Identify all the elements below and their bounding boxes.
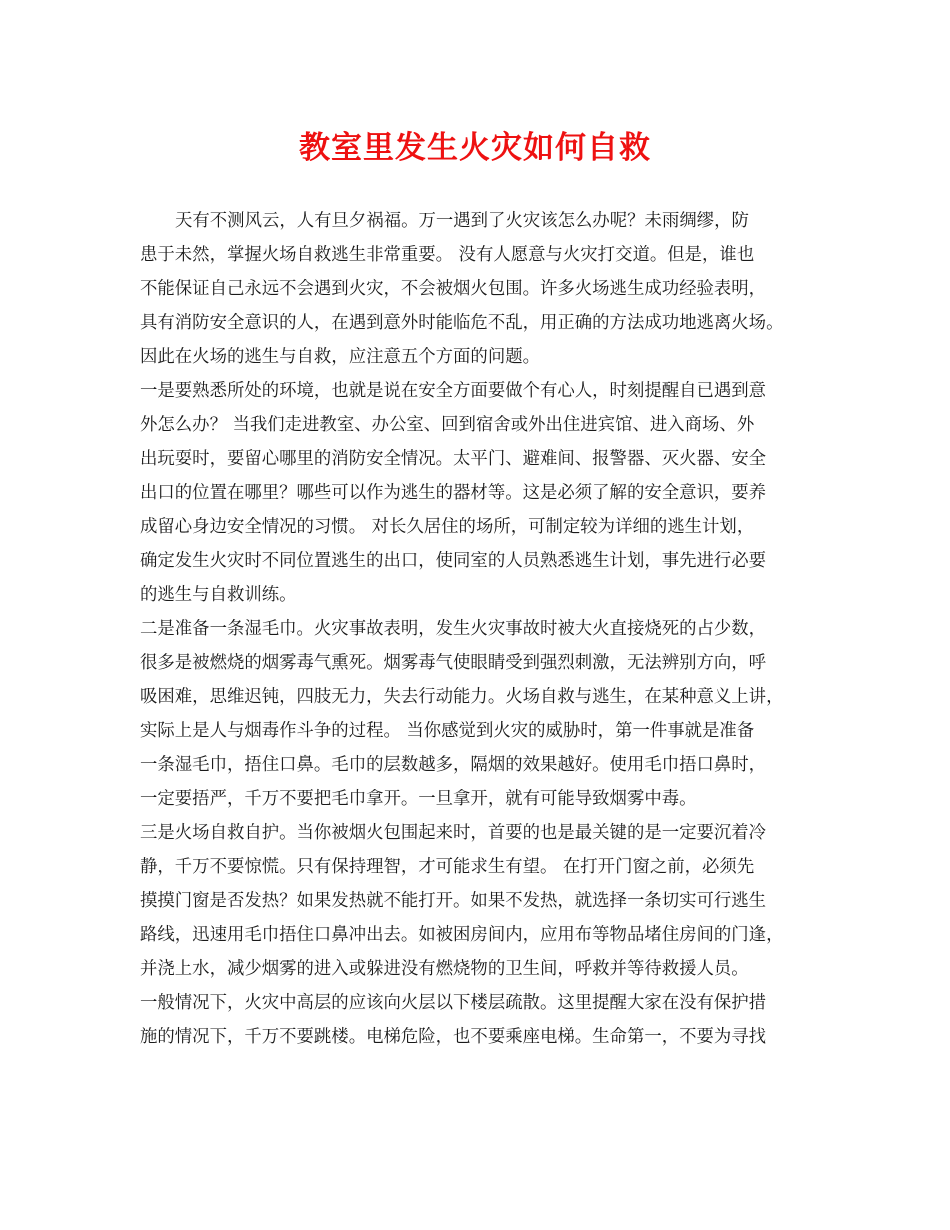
body-text-line: 一般情况下，火灾中高层的应该向火层以下楼层疏散。这里提醒大家在没有保护措 [140, 993, 767, 1013]
body-text-line: 确定发生火灾时不同位置逃生的出口，使同室的人员熟悉逃生计划，事先进行必要 [140, 551, 767, 571]
body-text-line: 外怎么办？ 当我们走进教室、办公室、回到宿舍或外出住进宾馆、进入商场、外 [140, 415, 755, 435]
body-text-line: 一条湿毛巾，捂住口鼻。毛巾的层数越多，隔烟的效果越好。使用毛巾捂口鼻时， [140, 755, 767, 775]
body-text-line: 出口的位置在哪里？哪些可以作为逃生的器材等。这是必须了解的安全意识，要养 [140, 483, 767, 503]
body-text-line: 二是准备一条湿毛巾。火灾事故表明，发生火灾事故时被大火直接烧死的占少数， [140, 619, 767, 639]
body-text-line: 患于未然，掌握火场自救逃生非常重要。 没有人愿意与火灾打交道。但是，谁也 [140, 245, 755, 265]
body-text-line: 天有不测风云，人有旦夕祸福。万一遇到了火灾该怎么办呢？未雨绸缪，防 [175, 211, 749, 231]
body-text-line: 出玩耍时，要留心哪里的消防安全情况。太平门、避难间、报警器、灭火器、安全 [140, 449, 767, 469]
body-text-line: 具有消防安全意识的人，在遇到意外时能临危不乱，用正确的方法成功地逃离火场。 [140, 313, 784, 333]
body-text-line: 因此在火场的逃生与自救，应注意五个方面的问题。 [140, 347, 540, 367]
body-text-line: 的逃生与自救训练。 [140, 585, 297, 605]
body-text-line: 实际上是人与烟毒作斗争的过程。 当你感觉到火灾的威胁时，第一件事就是准备 [140, 721, 755, 741]
body-text-line: 成留心身边安全情况的习惯。 对长久居住的场所，可制定较为详细的逃生计划， [140, 517, 755, 537]
body-text-line: 静，千万不要惊慌。只有保持理智，才可能求生有望。 在打开门窗之前，必须先 [140, 857, 755, 877]
document-title: 教室里发生火灾如何自救 [299, 130, 651, 166]
body-text-line: 摸摸门窗是否发热？如果发热就不能打开。如果不发热，就选择一条切实可行逃生 [140, 891, 767, 911]
body-text-line: 施的情况下，千万不要跳楼。电梯危险，也不要乘座电梯。生命第一，不要为寻找 [140, 1027, 767, 1047]
body-text-line: 路线，迅速用毛巾捂住口鼻冲出去。如被困房间内，应用布等物品堵住房间的门逢， [140, 925, 784, 945]
document-body [140, 204, 826, 1054]
body-text-line: 一定要捂严，千万不要把毛巾拿开。一旦拿开，就有可能导致烟雾中毒。 [140, 789, 697, 809]
body-text-line: 三是火场自救自护。当你被烟火包围起来时，首要的也是最关键的是一定要沉着冷 [140, 823, 767, 843]
body-text-line: 很多是被燃烧的烟雾毒气熏死。烟雾毒气使眼睛受到强烈刺激，无法辨别方向，呼 [140, 653, 767, 673]
body-text-line: 不能保证自己永远不会遇到火灾，不会被烟火包围。许多火场逃生成功经验表明， [140, 279, 767, 299]
body-text-line: 吸困难，思维迟钝，四肢无力，失去行动能力。火场自救与逃生，在某种意义上讲， [140, 687, 784, 707]
body-text-line: 一是要熟悉所处的环境，也就是说在安全方面要做个有心人，时刻提醒自已遇到意 [140, 381, 767, 401]
body-text-line: 并浇上水，减少烟雾的进入或躲进没有燃烧物的卫生间，呼救并等待救援人员。 [140, 959, 749, 979]
